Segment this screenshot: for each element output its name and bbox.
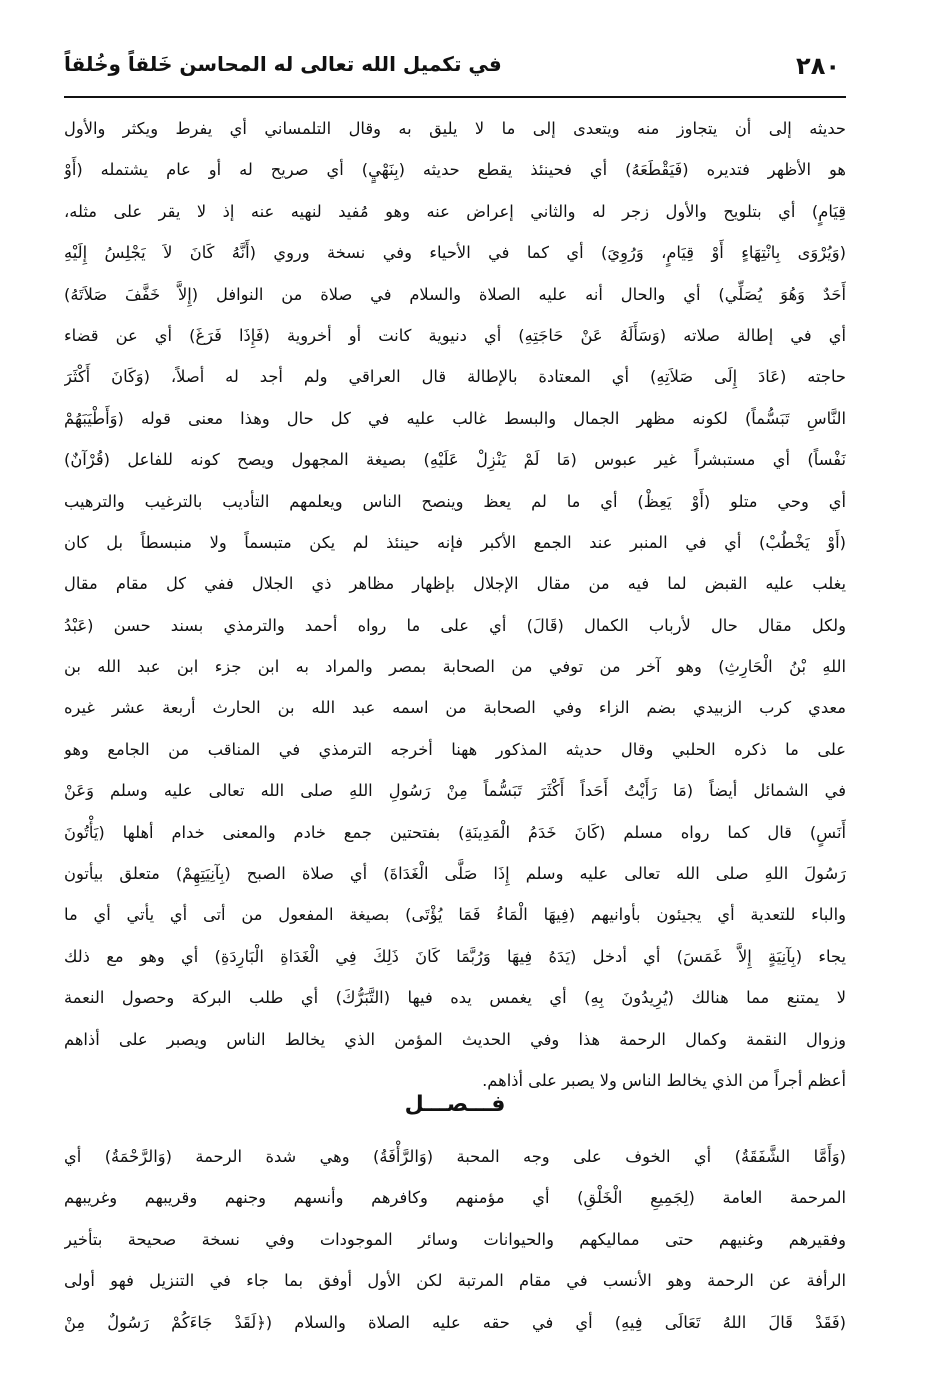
text-line: وفقيرهم وغنيهم حتى مماليكهم والحيوانات وسائر الموجودات وفي نسخة صحيحة بتأخير — [64, 1229, 846, 1249]
text-line: أي وحي متلو (أَوْ يَعِظْ) أي ما لم يعظ وينصح الناس ويعلمهم التأديب بالترغيب والترهيب — [64, 491, 846, 511]
text-line: أَنَسٍ) قال كما رواه مسلم (كَانَ خَدَمُ الْمَدِينَةِ) بفتحتين جمع خادم والمعنى خدام أهلها (يَأْتُونَ — [64, 822, 846, 842]
text-line: وزوال النقمة وكمال الرحمة هذا وفي الحديث المؤمن الذي يخالط الناس ويصبر على أذاهم — [64, 1029, 846, 1049]
text-line: في الشمائل أيضاً (مَا رَأَيْتُ أَحَداً أَكْثَرَ تَبَسُّماً مِنْ رَسُولِ اللهِ صلى الله تعالى عليه وسلم وَعَنْ — [64, 781, 846, 801]
text-line: اللهِ بْنُ الْحَارِثِ) وهو آخر من توفي من الصحابة بمصر والمراد به ابن جزء ابن عبد الله بن — [64, 657, 846, 677]
text-line: أَحَدٌ وَهُوَ يُصَلِّي) أي والحال أنه عليه الصلاة والسلام في صلاة من النوافل (إِلاَّ خَفَّفَ صَلاَتَهُ) — [64, 284, 846, 304]
text-line: رَسُولَ اللهِ صلى الله تعالى عليه وسلم إِذَا صَلَّى الْغَدَاةَ) أي صلاة الصبح (بِآنِيَتِهِمْ) متعلق بيأتون — [64, 864, 846, 884]
text-line: والباء للتعدية أي يجيئون بأوانيهم (فِيهَا الْمَاءُ فَمَا يُؤْتَى) بصيغة المفعول من أتى أي يأتي أي ما — [64, 905, 846, 925]
text-line: قِيَامٍ) أي بتلويح والأول زجر له والثاني إعراض عنه وهو مُفيد لنهيه عنه إذ لا يقر على مثله، — [64, 201, 846, 221]
text-line: المرحمة العامة (لِجَمِيعِ الْخَلْقِ) أي مؤمنهم وكافرهم وأنسهم وجنهم وقريبهم وغريبهم — [64, 1188, 846, 1208]
text-line: أي في إطالة صلاته (وَسَأَلَهُ عَنْ حَاجَتِهِ) أي دنيوية كانت أو أخروية (فَإِذَا فَرَغَ) أي عن قضاء — [64, 325, 846, 345]
text-line: يغلب عليه القبض لما فيه من مقال الإجلال بإظهار مظاهر ذي الجلال ففي كل مقام مقال — [64, 574, 846, 594]
section-heading: فـــصـــل — [404, 1092, 506, 1117]
text-line: (وَأَمَّا الشَّفَقَةُ) أي الخوف على وجه المحبة (وَالرَّأْفَةُ) وهي شدة الرحمة (وَالرَّحْمَةُ) أي — [64, 1147, 846, 1166]
running-title: في تكميل الله تعالى له المحاسن خَلقاً وخُلقاً — [64, 52, 502, 76]
text-line: حاجته (عَادَ إِلَى صَلاَتِهِ) أي المعتادة بالإطالة قال العراقي ولم أجد له أصلاً، (وَكَانَ أَكْثَرَ — [64, 367, 846, 387]
page-number: ٢٨٠ — [796, 52, 840, 80]
text-line: (أَوْ يَخْطُبْ) أي في المنبر عند الجمع الأكبر فإنه حينئذ لم يكن متبسماً ولا منبسطاً بل كان — [64, 532, 846, 552]
text-line: هو الأظهر فتديره (فَيَقْطَعَهُ) أي فحينئذ يقطع حديثه (بِنَهْيٍ) أي صريح له أو عام يشتمله (أَوْ — [64, 160, 846, 180]
text-line: حديثه إلى أن يتجاوز منه ويتعدى إلى ما لا يليق به وقال التلمساني أي يفرط ويكثر والأول — [64, 119, 846, 138]
text-line: ولكل مقال حال لأرباب الكمال (قَالَ) أي على ما رواه أحمد والترمذي بسند حسن (عَبْدُ — [64, 615, 846, 635]
text-line: (وَيُرْوَى بِانْتِهَاءٍ أَوْ قِيَامٍ، وَرُوِيَ) أي كما في الأحياء وفي نسخة وروي (أَنَّهُ كَانَ لاَ يَجْلِسُ إِلَيْهِ — [64, 243, 846, 263]
page-header — [64, 44, 846, 94]
text-line: نَفْساً) أي مستبشراً غير عبوس (مَا لَمْ يَنْزِلْ عَلَيْهِ) بصيغة المجهول ويصح كونه للفاعل (قُرْآنٌ) — [64, 450, 846, 470]
text-line: (فَقَدْ قَالَ اللهُ تَعَالَى فِيهِ) أي في حقه عليه الصلاة والسلام (﴿لَقَدْ جَاءَكُمْ رَسُولٌ مِنْ — [64, 1312, 846, 1332]
text-line: يجاء (بِآنِيَةٍ إِلاَّ غَمَسَ) أي أدخل (يَدَهُ فِيهَا وَرُبَّمَا كَانَ ذَلِكَ فِي الْغَدَاةِ الْبَارِدَةِ) أي وهو مع ذلك — [64, 946, 846, 966]
text-line: معدي كرب الزبيدي بضم الزاء وفي الصحابة من اسمه عبد الله بن الحارث أربعة عشر غيره — [64, 698, 846, 718]
text-line: لا يمتنع مما هنالك (يُرِيدُونَ بِهِ) أي يغمس يده فيها (التَّبَرُّكَ) أي طلب البركة وحصول النعمة — [64, 988, 846, 1008]
text-line: النَّاسِ تَبَسُّماً) لكونه مظهر الجمال والبسط غالب عليه في كل حال وهذا معنى قوله (وَأَطْيَبَهُمْ — [64, 408, 846, 428]
header-rule — [64, 96, 846, 98]
text-line: على ما ذكره الحلبي وقال حديثه المذكور ههنا أخرجه الترمذي في المناقب من الجامع وهو — [64, 739, 846, 759]
text-line: الرأفة عن الرحمة وهو الأنسب في مقام المرتبة لكن الأول أوفق بما جاء في التنزيل فهو أولى — [64, 1271, 846, 1291]
text-line: أعظم أجراً من الذي يخالط الناس ولا يصبر على أذاهم. — [482, 1070, 846, 1090]
section-text — [64, 1136, 846, 1343]
main-text — [64, 108, 846, 1101]
